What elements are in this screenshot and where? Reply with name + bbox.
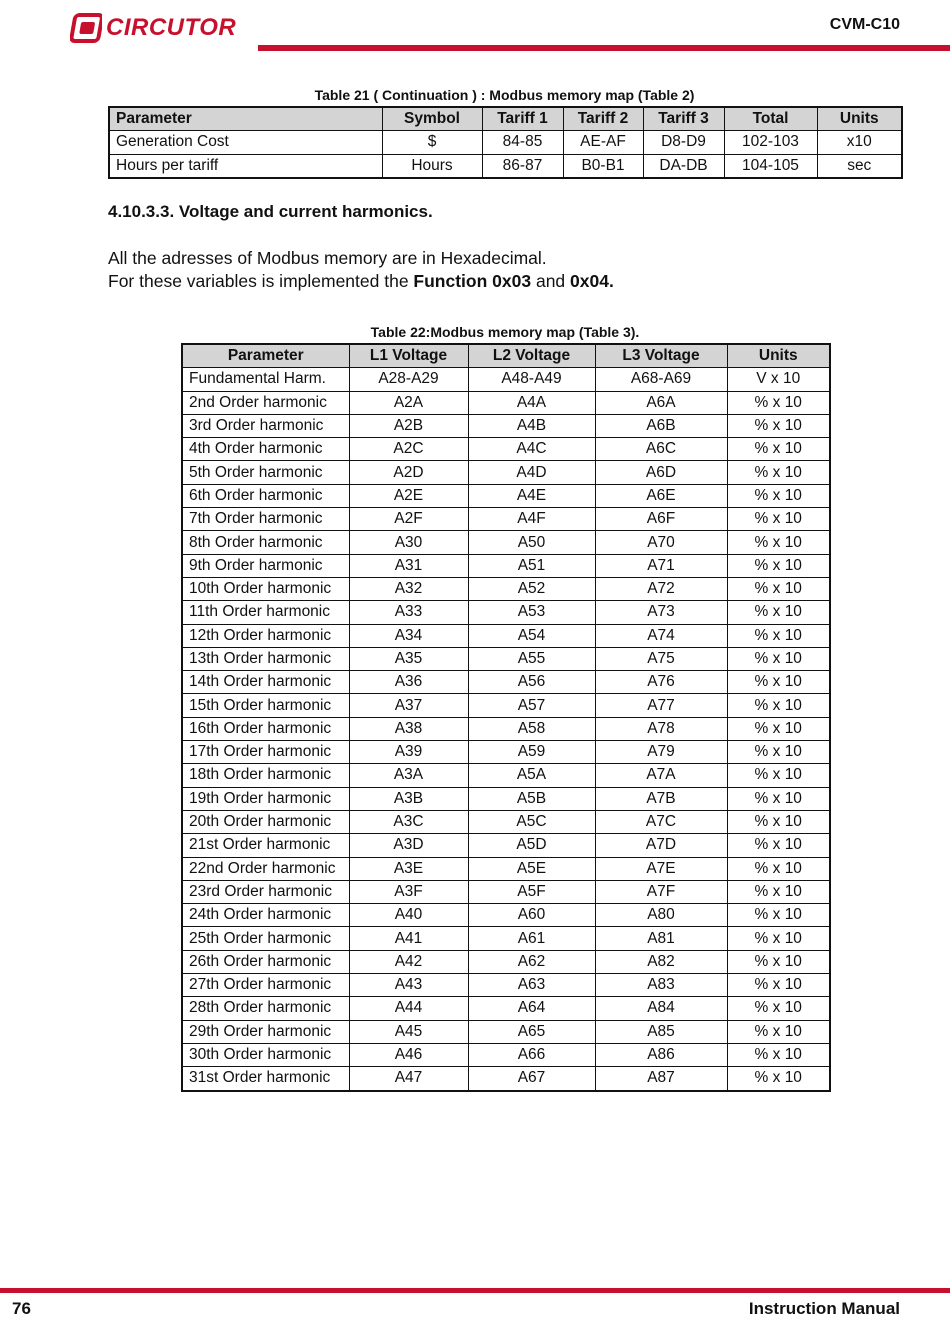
table-cell: 2nd Order harmonic xyxy=(182,391,349,414)
table-cell: 6th Order harmonic xyxy=(182,484,349,507)
table-row xyxy=(182,880,830,903)
table-cell: A83 xyxy=(595,974,727,997)
table-cell: % x 10 xyxy=(727,484,830,507)
table-cell: A78 xyxy=(595,717,727,740)
table-cell: A38 xyxy=(349,717,468,740)
table-cell: A6C xyxy=(595,438,727,461)
table-row xyxy=(182,368,830,391)
table-row xyxy=(182,391,830,414)
paragraph-line-1: All the adresses of Modbus memory are in Hexadecimal. xyxy=(108,248,547,268)
table-cell: A73 xyxy=(595,601,727,624)
table-cell: 21st Order harmonic xyxy=(182,834,349,857)
table-cell: A7E xyxy=(595,857,727,880)
table-cell: A48-A49 xyxy=(468,368,595,391)
table-cell: A33 xyxy=(349,601,468,624)
table21-header-3: Tariff 2 xyxy=(563,107,643,131)
table-cell: 8th Order harmonic xyxy=(182,531,349,554)
footer-rule xyxy=(0,1288,950,1293)
table-cell: x10 xyxy=(817,131,902,154)
table-cell: % x 10 xyxy=(727,461,830,484)
table-row xyxy=(182,554,830,577)
table-cell: A4A xyxy=(468,391,595,414)
table-cell: A51 xyxy=(468,554,595,577)
table-cell: 12th Order harmonic xyxy=(182,624,349,647)
table-cell: A3A xyxy=(349,764,468,787)
table-cell: % x 10 xyxy=(727,508,830,531)
table-cell: A61 xyxy=(468,927,595,950)
table-cell: A4F xyxy=(468,508,595,531)
table-cell: % x 10 xyxy=(727,717,830,740)
table-cell: A67 xyxy=(468,1067,595,1091)
table-cell: % x 10 xyxy=(727,1067,830,1091)
table-cell: A5D xyxy=(468,834,595,857)
table-cell: 9th Order harmonic xyxy=(182,554,349,577)
table-cell: A2A xyxy=(349,391,468,414)
table-row xyxy=(182,577,830,600)
table-cell: sec xyxy=(817,154,902,178)
table-cell: A65 xyxy=(468,1020,595,1043)
table-cell: A31 xyxy=(349,554,468,577)
table-row xyxy=(182,997,830,1020)
document-code: CVM-C10 xyxy=(829,16,900,33)
table-cell: % x 10 xyxy=(727,904,830,927)
table-cell: A7C xyxy=(595,810,727,833)
table-row xyxy=(182,647,830,670)
table-cell: % x 10 xyxy=(727,438,830,461)
table-cell: 102-103 xyxy=(724,131,817,154)
table-cell: A72 xyxy=(595,577,727,600)
table-cell: A63 xyxy=(468,974,595,997)
table-cell: % x 10 xyxy=(727,391,830,414)
table-row xyxy=(182,927,830,950)
table-cell: % x 10 xyxy=(727,787,830,810)
table-cell: A3E xyxy=(349,857,468,880)
table-cell: 10th Order harmonic xyxy=(182,577,349,600)
table-cell: A59 xyxy=(468,741,595,764)
table-cell: D8-D9 xyxy=(643,131,724,154)
table21-header-4: Tariff 3 xyxy=(643,107,724,131)
logo-text: CIRCUTOR xyxy=(106,14,237,41)
table-cell: A74 xyxy=(595,624,727,647)
table-cell: 84-85 xyxy=(482,131,563,154)
table-cell: 20th Order harmonic xyxy=(182,810,349,833)
table-cell: % x 10 xyxy=(727,647,830,670)
table-cell: 18th Order harmonic xyxy=(182,764,349,787)
table-row xyxy=(182,857,830,880)
table-cell: A76 xyxy=(595,671,727,694)
table-row xyxy=(182,1043,830,1066)
table21-header-5: Total xyxy=(724,107,817,131)
table-row xyxy=(182,904,830,927)
table-cell: AE-AF xyxy=(563,131,643,154)
table-cell: 19th Order harmonic xyxy=(182,787,349,810)
table-cell: A4B xyxy=(468,414,595,437)
table-cell: 16th Order harmonic xyxy=(182,717,349,740)
table-cell: A46 xyxy=(349,1043,468,1066)
table-cell: A70 xyxy=(595,531,727,554)
table-cell: A3B xyxy=(349,787,468,810)
table22-header-0: Parameter xyxy=(182,344,349,368)
table22 xyxy=(181,343,831,1092)
circutor-logo xyxy=(70,10,236,46)
table-cell: A3D xyxy=(349,834,468,857)
table-cell: A75 xyxy=(595,647,727,670)
table-row xyxy=(182,484,830,507)
table-cell: A6D xyxy=(595,461,727,484)
table21-header-0: Parameter xyxy=(109,107,382,131)
table-cell: 4th Order harmonic xyxy=(182,438,349,461)
table-cell: A86 xyxy=(595,1043,727,1066)
table-cell: V x 10 xyxy=(727,368,830,391)
table-cell: A7A xyxy=(595,764,727,787)
table-row xyxy=(182,1020,830,1043)
table-cell: A66 xyxy=(468,1043,595,1066)
table21 xyxy=(108,106,903,179)
table-cell: A44 xyxy=(349,997,468,1020)
table-cell: A41 xyxy=(349,927,468,950)
table-cell: % x 10 xyxy=(727,414,830,437)
table-cell: A79 xyxy=(595,741,727,764)
table21-header-6: Units xyxy=(817,107,902,131)
table-cell: A2B xyxy=(349,414,468,437)
table-cell: 86-87 xyxy=(482,154,563,178)
table22-header-4: Units xyxy=(727,344,830,368)
table-cell: A7D xyxy=(595,834,727,857)
table-row xyxy=(182,671,830,694)
table-cell: % x 10 xyxy=(727,927,830,950)
table21-header-2: Tariff 1 xyxy=(482,107,563,131)
function-code-2: 0x04. xyxy=(570,271,614,291)
table-cell: A7F xyxy=(595,880,727,903)
table-cell: 22nd Order harmonic xyxy=(182,857,349,880)
table-row xyxy=(182,717,830,740)
table-cell: A5A xyxy=(468,764,595,787)
table-cell: A40 xyxy=(349,904,468,927)
table-cell: A58 xyxy=(468,717,595,740)
table-row xyxy=(182,694,830,717)
table-cell: % x 10 xyxy=(727,554,830,577)
table-cell: 17th Order harmonic xyxy=(182,741,349,764)
table-row xyxy=(182,787,830,810)
table-cell: 5th Order harmonic xyxy=(182,461,349,484)
table-cell: 30th Order harmonic xyxy=(182,1043,349,1066)
paragraph-line-2 xyxy=(108,271,614,292)
table-cell: A60 xyxy=(468,904,595,927)
table-row xyxy=(182,974,830,997)
table-row xyxy=(182,810,830,833)
table21-caption: Table 21 ( Continuation ) : Modbus memory map (Table 2) xyxy=(314,87,695,103)
table-row xyxy=(182,624,830,647)
table-cell: DA-DB xyxy=(643,154,724,178)
table-cell: 13th Order harmonic xyxy=(182,647,349,670)
footer-label: Instruction Manual xyxy=(748,1299,900,1318)
table-cell: % x 10 xyxy=(727,880,830,903)
table-cell: Hours per tariff xyxy=(109,154,382,178)
table-cell: A81 xyxy=(595,927,727,950)
table-cell: A34 xyxy=(349,624,468,647)
table-cell: % x 10 xyxy=(727,531,830,554)
table-cell: % x 10 xyxy=(727,624,830,647)
table-cell: 3rd Order harmonic xyxy=(182,414,349,437)
table-cell: A4D xyxy=(468,461,595,484)
table-row xyxy=(182,531,830,554)
table-cell: A6A xyxy=(595,391,727,414)
table-cell: Hours xyxy=(382,154,482,178)
table-cell: A68-A69 xyxy=(595,368,727,391)
table-cell: A4E xyxy=(468,484,595,507)
page-number: 76 xyxy=(12,1299,31,1318)
section-title: 4.10.3.3. Voltage and current harmonics. xyxy=(108,202,433,221)
table-cell: 28th Order harmonic xyxy=(182,997,349,1020)
table-cell: A42 xyxy=(349,950,468,973)
table-cell: % x 10 xyxy=(727,997,830,1020)
table-cell: % x 10 xyxy=(727,577,830,600)
table-cell: A85 xyxy=(595,1020,727,1043)
circutor-logo-icon xyxy=(70,12,102,44)
table-cell: A32 xyxy=(349,577,468,600)
table-cell: A5B xyxy=(468,787,595,810)
table-cell: B0-B1 xyxy=(563,154,643,178)
table-cell: A55 xyxy=(468,647,595,670)
table-cell: A82 xyxy=(595,950,727,973)
table22-caption: Table 22:Modbus memory map (Table 3). xyxy=(370,324,640,340)
table-cell: A35 xyxy=(349,647,468,670)
table-cell: A52 xyxy=(468,577,595,600)
table21-header-row xyxy=(109,107,902,131)
table-row xyxy=(182,834,830,857)
table-cell: A2D xyxy=(349,461,468,484)
table-cell: A62 xyxy=(468,950,595,973)
table-cell: % x 10 xyxy=(727,694,830,717)
table-cell: % x 10 xyxy=(727,764,830,787)
table-cell: % x 10 xyxy=(727,950,830,973)
table-cell: A3C xyxy=(349,810,468,833)
function-code-1: Function 0x03 xyxy=(413,271,532,291)
table-row xyxy=(182,950,830,973)
table-cell: A5C xyxy=(468,810,595,833)
table-cell: % x 10 xyxy=(727,1043,830,1066)
table-cell: A2C xyxy=(349,438,468,461)
table-cell: A84 xyxy=(595,997,727,1020)
table-cell: Fundamental Harm. xyxy=(182,368,349,391)
table-cell: $ xyxy=(382,131,482,154)
paragraph-line-2-mid: and xyxy=(531,271,571,291)
table-cell: A50 xyxy=(468,531,595,554)
table-cell: A71 xyxy=(595,554,727,577)
table-cell: 104-105 xyxy=(724,154,817,178)
table-cell: A7B xyxy=(595,787,727,810)
table-cell: A43 xyxy=(349,974,468,997)
paragraph-line-2-prefix: For these variables is implemented the xyxy=(108,271,414,291)
table-cell: A6E xyxy=(595,484,727,507)
table-cell: A77 xyxy=(595,694,727,717)
header-rule xyxy=(258,45,950,51)
table-cell: A39 xyxy=(349,741,468,764)
table-cell: 14th Order harmonic xyxy=(182,671,349,694)
table22-header-3: L3 Voltage xyxy=(595,344,727,368)
table-cell: A80 xyxy=(595,904,727,927)
table-cell: % x 10 xyxy=(727,857,830,880)
table21-header-1: Symbol xyxy=(382,107,482,131)
table-cell: % x 10 xyxy=(727,974,830,997)
table-row xyxy=(182,414,830,437)
table-row xyxy=(182,741,830,764)
table-cell: 29th Order harmonic xyxy=(182,1020,349,1043)
table-row xyxy=(182,461,830,484)
table-cell: A56 xyxy=(468,671,595,694)
table-row xyxy=(109,154,902,178)
table-cell: % x 10 xyxy=(727,601,830,624)
table-cell: A57 xyxy=(468,694,595,717)
table-cell: A30 xyxy=(349,531,468,554)
table-cell: Generation Cost xyxy=(109,131,382,154)
table-cell: A54 xyxy=(468,624,595,647)
table-cell: 27th Order harmonic xyxy=(182,974,349,997)
table-row xyxy=(182,438,830,461)
table-cell: A2E xyxy=(349,484,468,507)
table-cell: A5E xyxy=(468,857,595,880)
table-cell: A64 xyxy=(468,997,595,1020)
table-cell: 23rd Order harmonic xyxy=(182,880,349,903)
table-cell: % x 10 xyxy=(727,671,830,694)
table-cell: 15th Order harmonic xyxy=(182,694,349,717)
table-cell: A6B xyxy=(595,414,727,437)
table-cell: A6F xyxy=(595,508,727,531)
table-cell: A2F xyxy=(349,508,468,531)
table-row xyxy=(182,1067,830,1091)
table-cell: A45 xyxy=(349,1020,468,1043)
table-cell: 31st Order harmonic xyxy=(182,1067,349,1091)
table-cell: % x 10 xyxy=(727,741,830,764)
table-cell: 11th Order harmonic xyxy=(182,601,349,624)
table-cell: A87 xyxy=(595,1067,727,1091)
table-row xyxy=(109,131,902,154)
table-cell: % x 10 xyxy=(727,834,830,857)
table-cell: 7th Order harmonic xyxy=(182,508,349,531)
table-cell: A47 xyxy=(349,1067,468,1091)
table22-header-row xyxy=(182,344,830,368)
table22-header-1: L1 Voltage xyxy=(349,344,468,368)
table-cell: A37 xyxy=(349,694,468,717)
table-cell: A28-A29 xyxy=(349,368,468,391)
table-cell: A3F xyxy=(349,880,468,903)
table-cell: 25th Order harmonic xyxy=(182,927,349,950)
table-cell: A36 xyxy=(349,671,468,694)
table-row xyxy=(182,508,830,531)
table-cell: 24th Order harmonic xyxy=(182,904,349,927)
table-row xyxy=(182,601,830,624)
table-row xyxy=(182,764,830,787)
table-cell: 26th Order harmonic xyxy=(182,950,349,973)
table-cell: % x 10 xyxy=(727,810,830,833)
table-cell: A4C xyxy=(468,438,595,461)
table-cell: A5F xyxy=(468,880,595,903)
table22-header-2: L2 Voltage xyxy=(468,344,595,368)
table-cell: % x 10 xyxy=(727,1020,830,1043)
table-cell: A53 xyxy=(468,601,595,624)
